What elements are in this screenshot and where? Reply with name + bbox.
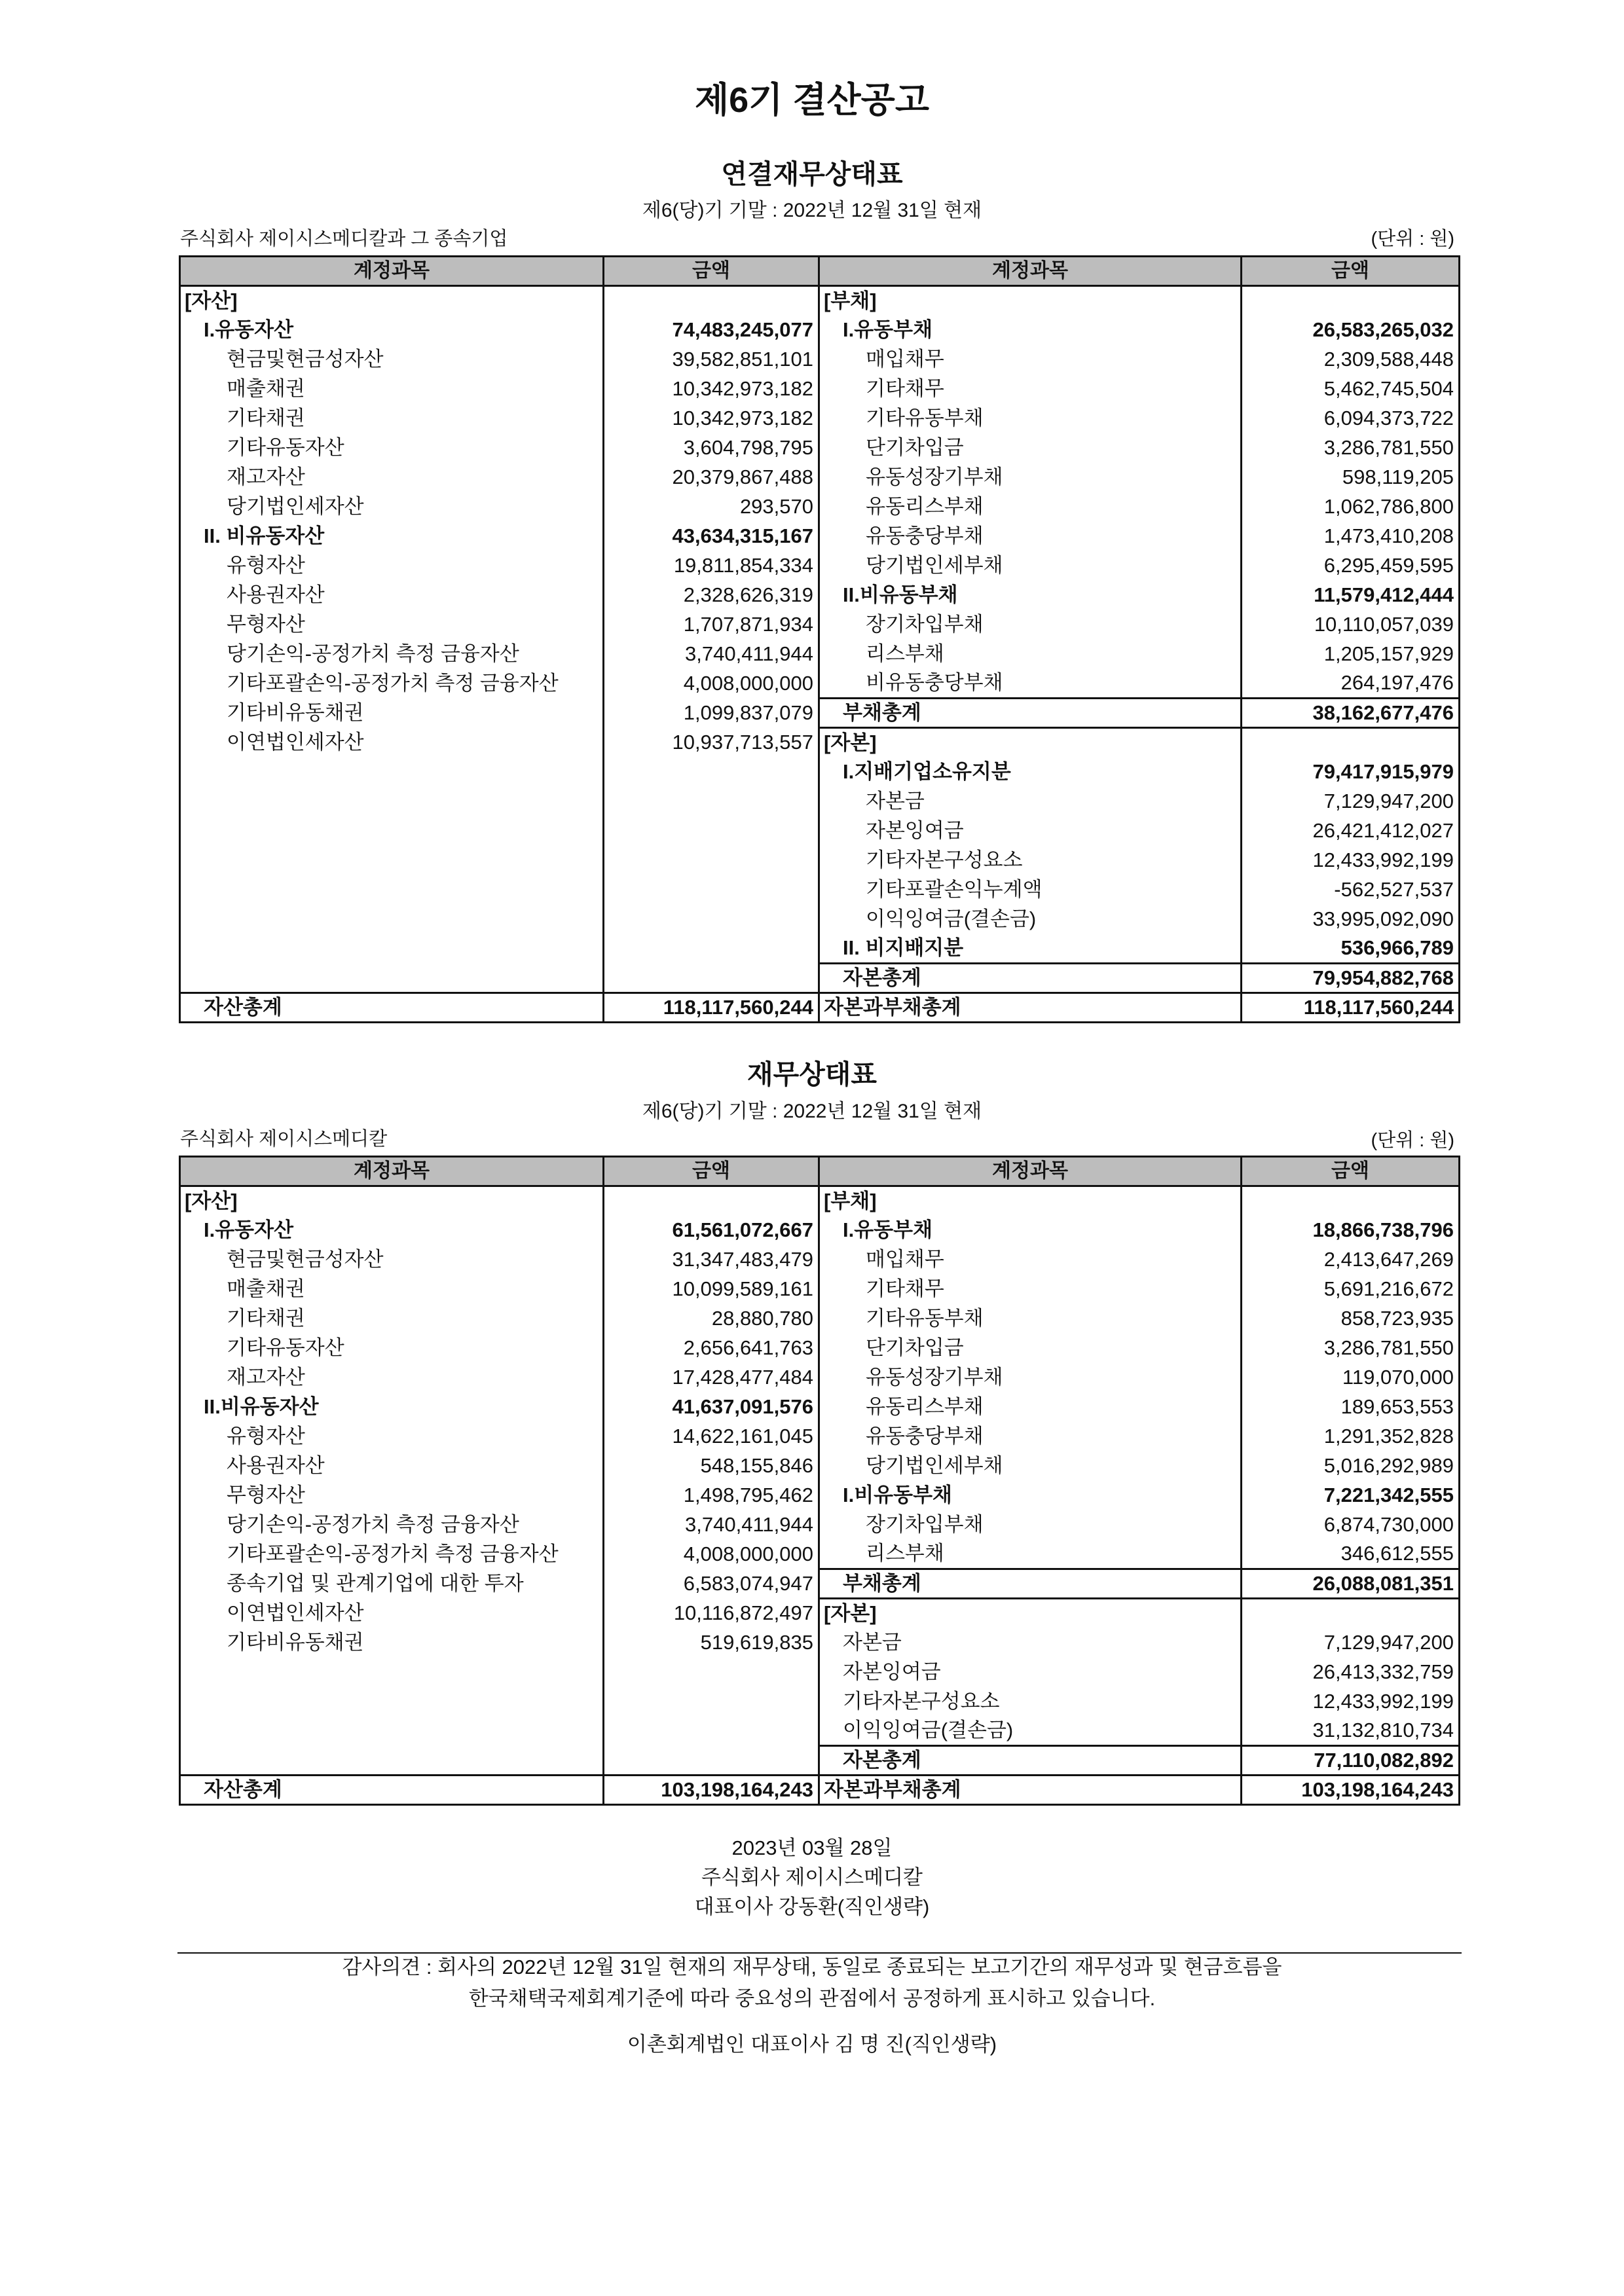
table-row [180, 345, 1460, 374]
empty-cell [604, 286, 819, 316]
asset-amount-value: 1,498,795,462 [604, 1481, 819, 1510]
total-liabilities-equity-label: 자본과부채총계 [819, 1776, 1242, 1805]
asset-amount-value: 10,937,713,557 [604, 728, 819, 757]
statement-title: 재무상태표 [747, 1059, 877, 1089]
table-row [180, 905, 1460, 934]
empty-cell [180, 846, 604, 875]
asset-amount-value: 3,604,798,795 [604, 433, 819, 463]
table-row [180, 1569, 1460, 1599]
asset-account-label: 사용권자산 [180, 1451, 604, 1481]
asset-account-label: 매출채권 [180, 1275, 604, 1304]
liability-equity-account-label: 자본잉여금 [819, 816, 1242, 846]
table-row [180, 1628, 1460, 1658]
liability-equity-account-label: 유동리스부채 [819, 1393, 1242, 1422]
asset-account-label: 기타채권 [180, 1304, 604, 1334]
empty-cell [180, 964, 604, 993]
asset-account-label: II.비유동자산 [180, 1393, 604, 1422]
header-account: 계정과목 [819, 257, 1242, 286]
asset-account-label: 종속기업 및 관계기업에 대한 투자 [180, 1569, 604, 1599]
header-account: 계정과목 [819, 1157, 1242, 1186]
asset-account-label: 무형자산 [180, 610, 604, 640]
asset-amount-value: 1,099,837,079 [604, 699, 819, 728]
table-row [180, 1422, 1460, 1451]
asset-amount-value: 10,342,973,182 [604, 374, 819, 404]
grand-total-row [180, 993, 1460, 1023]
table-row [180, 1275, 1460, 1304]
table-row [180, 699, 1460, 728]
liability-equity-account-label: 기타유동부채 [819, 1304, 1242, 1334]
total-assets-label: 자산총계 [180, 993, 604, 1023]
asset-amount-value: 28,880,780 [604, 1304, 819, 1334]
liability-equity-account-label: 기타포괄손익누계액 [819, 875, 1242, 905]
table-row [180, 492, 1460, 522]
header-amount: 금액 [604, 1157, 819, 1186]
table-row [180, 846, 1460, 875]
empty-cell [1242, 728, 1460, 757]
table-row [180, 1393, 1460, 1422]
liability-equity-amount-value: 1,062,786,800 [1242, 492, 1460, 522]
liability-equity-amount-value: 18,866,738,796 [1242, 1216, 1460, 1245]
liability-equity-account-label: 유동충당부채 [819, 1422, 1242, 1451]
asset-account-label: 기타비유동채권 [180, 699, 604, 728]
liability-equity-account-label: 비유동충당부채 [819, 669, 1242, 699]
empty-cell [1242, 1599, 1460, 1628]
liability-equity-account-label: 자본총계 [819, 964, 1242, 993]
company-name: 주식회사 제이시스메디칼 [180, 1129, 388, 1150]
liability-equity-amount-value: 12,433,992,199 [1242, 1687, 1460, 1717]
table-row [180, 551, 1460, 581]
asset-amount-value: 1,707,871,934 [604, 610, 819, 640]
total-liabilities-equity-amount: 118,117,560,244 [1242, 993, 1460, 1023]
table-row [180, 1245, 1460, 1275]
liability-equity-account-label: 자본잉여금 [819, 1658, 1242, 1687]
balance-sheet-table [179, 255, 1460, 1023]
liability-equity-amount-value: 79,954,882,768 [1242, 964, 1460, 993]
empty-cell [604, 1746, 819, 1776]
empty-cell [180, 905, 604, 934]
asset-account-label: 이연법인세자산 [180, 1599, 604, 1628]
asset-account-label: 사용권자산 [180, 581, 604, 610]
empty-cell [604, 1717, 819, 1746]
liability-equity-amount-value: 31,132,810,734 [1242, 1717, 1460, 1746]
liability-equity-account-label: 기타채무 [819, 374, 1242, 404]
empty-cell [604, 875, 819, 905]
empty-cell [180, 875, 604, 905]
asset-amount-value: 6,583,074,947 [604, 1569, 819, 1599]
liability-equity-amount-value: 12,433,992,199 [1242, 846, 1460, 875]
asset-account-label: 현금및현금성자산 [180, 1245, 604, 1275]
liability-equity-amount-value: 77,110,082,892 [1242, 1746, 1460, 1776]
liability-equity-account-label: 리스부채 [819, 1540, 1242, 1569]
empty-cell [604, 1687, 819, 1717]
asset-account-label: 재고자산 [180, 463, 604, 492]
liability-equity-amount-value: 1,291,352,828 [1242, 1422, 1460, 1451]
liability-equity-account-label: 부채총계 [819, 1569, 1242, 1599]
liability-equity-account-label: 단기차입금 [819, 1334, 1242, 1363]
asset-account-label: [자산] [180, 1186, 604, 1216]
asset-amount-value: 31,347,483,479 [604, 1245, 819, 1275]
liability-equity-account-label: 자본총계 [819, 1746, 1242, 1776]
liability-equity-account-label: 기타유동부채 [819, 404, 1242, 433]
liability-equity-account-label: 이익잉여금(결손금) [819, 905, 1242, 934]
total-assets-label: 자산총계 [180, 1776, 604, 1805]
liability-equity-account-label: I.유동부채 [819, 316, 1242, 345]
company-name: 주식회사 제이시스메디칼과 그 종속기업 [180, 228, 508, 249]
liability-equity-amount-value: 6,094,373,722 [1242, 404, 1460, 433]
liability-equity-account-label: I.지배기업소유지분 [819, 757, 1242, 787]
asset-account-label: 당기손익-공정가치 측정 금융자산 [180, 1510, 604, 1540]
asset-account-label: 기타비유동채권 [180, 1628, 604, 1658]
asset-amount-value: 17,428,477,484 [604, 1363, 819, 1393]
liability-equity-amount-value: 7,129,947,200 [1242, 787, 1460, 816]
audit-opinion-line: 감사의견 : 회사의 2022년 12월 31일 현재의 재무상태, 동일로 종료되는 보고기간의 재무성과 및 현금흐름을 [342, 1956, 1282, 1978]
statement-title: 연결재무상태표 [721, 159, 903, 189]
liability-equity-amount-value: 11,579,412,444 [1242, 581, 1460, 610]
table-row [180, 669, 1460, 699]
table-row [180, 286, 1460, 316]
liability-equity-account-label: 매입채무 [819, 1245, 1242, 1275]
statement-period: 제6(당)기 기말 : 2022년 12월 31일 현재 [642, 1101, 982, 1122]
liability-equity-amount-value: 38,162,677,476 [1242, 699, 1460, 728]
table-row [180, 875, 1460, 905]
liability-equity-amount-value: 189,653,553 [1242, 1393, 1460, 1422]
table-row [180, 1334, 1460, 1363]
empty-cell [180, 787, 604, 816]
liability-equity-amount-value: 536,966,789 [1242, 934, 1460, 964]
header-row [180, 1157, 1460, 1186]
empty-cell [604, 934, 819, 964]
table-row [180, 1216, 1460, 1245]
empty-cell [180, 816, 604, 846]
empty-cell [1242, 286, 1460, 316]
asset-amount-value: 293,570 [604, 492, 819, 522]
table-row [180, 1599, 1460, 1628]
asset-account-label: 기타포괄손익-공정가치 측정 금융자산 [180, 1540, 604, 1569]
liability-equity-amount-value: 6,874,730,000 [1242, 1510, 1460, 1540]
total-assets-amount: 118,117,560,244 [604, 993, 819, 1023]
unit-label: (단위 : 원) [1371, 228, 1454, 249]
liability-equity-amount-value: 3,286,781,550 [1242, 1334, 1460, 1363]
liability-equity-account-label: 장기차입부채 [819, 610, 1242, 640]
empty-cell [1242, 1186, 1460, 1216]
empty-cell [604, 787, 819, 816]
liability-equity-account-label: II.비유동부채 [819, 581, 1242, 610]
liability-equity-account-label: 유동성장기부채 [819, 1363, 1242, 1393]
table-row [180, 581, 1460, 610]
empty-cell [604, 816, 819, 846]
total-assets-amount: 103,198,164,243 [604, 1776, 819, 1805]
audit-opinion-line: 한국채택국제회계기준에 따라 중요성의 관점에서 공정하게 표시하고 있습니다. [468, 1987, 1156, 2010]
balance-sheet-table [179, 1156, 1460, 1806]
liability-equity-account-label: I.유동부채 [819, 1216, 1242, 1245]
asset-account-label: 매출채권 [180, 374, 604, 404]
header-account: 계정과목 [180, 257, 604, 286]
asset-amount-value: 61,561,072,667 [604, 1216, 819, 1245]
asset-account-label: I.유동자산 [180, 1216, 604, 1245]
notice-title: 제6기 결산공고 [694, 81, 930, 120]
empty-cell [604, 1186, 819, 1216]
table-row [180, 757, 1460, 787]
liability-equity-account-label: 장기차입부채 [819, 1510, 1242, 1540]
table-row [180, 1687, 1460, 1717]
liability-equity-account-label: 자본금 [819, 1628, 1242, 1658]
table-row [180, 787, 1460, 816]
liability-equity-amount-value: 264,197,476 [1242, 669, 1460, 699]
liability-equity-amount-value: 598,119,205 [1242, 463, 1460, 492]
asset-account-label: 이연법인세자산 [180, 728, 604, 757]
representative-signature: 대표이사 강동환(직인생략) [694, 1895, 930, 1918]
empty-cell [604, 905, 819, 934]
liability-equity-amount-value: 3,286,781,550 [1242, 433, 1460, 463]
table-row [180, 1717, 1460, 1746]
asset-amount-value: 3,740,411,944 [604, 640, 819, 669]
liability-equity-account-label: 기타자본구성요소 [819, 846, 1242, 875]
table-row [180, 1451, 1460, 1481]
liability-equity-account-label: 기타채무 [819, 1275, 1242, 1304]
liability-equity-account-label: I.비유동부채 [819, 1481, 1242, 1510]
header-account: 계정과목 [180, 1157, 604, 1186]
liability-equity-account-label: 유동충당부채 [819, 522, 1242, 551]
asset-amount-value: 10,342,973,182 [604, 404, 819, 433]
liability-equity-account-label: 기타자본구성요소 [819, 1687, 1242, 1717]
liability-equity-amount-value: 5,691,216,672 [1242, 1275, 1460, 1304]
asset-amount-value: 20,379,867,488 [604, 463, 819, 492]
liability-equity-amount-value: -562,527,537 [1242, 875, 1460, 905]
empty-cell [180, 1717, 604, 1746]
asset-account-label: II. 비유동자산 [180, 522, 604, 551]
statement-period: 제6(당)기 기말 : 2022년 12월 31일 현재 [642, 200, 982, 221]
liability-equity-account-label: [부채] [819, 1186, 1242, 1216]
table-row [180, 610, 1460, 640]
empty-cell [604, 964, 819, 993]
asset-account-label: 기타유동자산 [180, 1334, 604, 1363]
asset-amount-value: 74,483,245,077 [604, 316, 819, 345]
asset-amount-value: 548,155,846 [604, 1451, 819, 1481]
table-row [180, 1658, 1460, 1687]
notice-date: 2023년 03월 28일 [731, 1836, 893, 1859]
liability-equity-account-label: 유동리스부채 [819, 492, 1242, 522]
unit-label: (단위 : 원) [1371, 1130, 1454, 1151]
asset-account-label: 현금및현금성자산 [180, 345, 604, 374]
table-row [180, 316, 1460, 345]
table-row [180, 404, 1460, 433]
asset-amount-value: 2,328,626,319 [604, 581, 819, 610]
liability-equity-account-label: 자본금 [819, 787, 1242, 816]
table-row [180, 816, 1460, 846]
empty-cell [604, 1658, 819, 1687]
liability-equity-amount-value: 79,417,915,979 [1242, 757, 1460, 787]
table-row [180, 640, 1460, 669]
header-amount: 금액 [1242, 1157, 1460, 1186]
liability-equity-amount-value: 5,016,292,989 [1242, 1451, 1460, 1481]
liability-equity-account-label: 당기법인세부채 [819, 1451, 1242, 1481]
grand-total-row [180, 1776, 1460, 1805]
asset-amount-value: 3,740,411,944 [604, 1510, 819, 1540]
asset-account-label: 당기손익-공정가치 측정 금융자산 [180, 640, 604, 669]
asset-account-label: [자산] [180, 286, 604, 316]
asset-account-label: 당기법인세자산 [180, 492, 604, 522]
liability-equity-amount-value: 2,413,647,269 [1242, 1245, 1460, 1275]
liability-equity-account-label: 이익잉여금(결손금) [819, 1717, 1242, 1746]
asset-account-label: 기타채권 [180, 404, 604, 433]
asset-account-label: 무형자산 [180, 1481, 604, 1510]
liability-equity-account-label: 매입채무 [819, 345, 1242, 374]
divider [177, 1952, 1462, 1954]
table-row [180, 463, 1460, 492]
table-row [180, 1363, 1460, 1393]
asset-account-label: 유형자산 [180, 551, 604, 581]
empty-cell [180, 934, 604, 964]
liability-equity-amount-value: 26,421,412,027 [1242, 816, 1460, 846]
total-liabilities-equity-label: 자본과부채총계 [819, 993, 1242, 1023]
liability-equity-account-label: 당기법인세부채 [819, 551, 1242, 581]
liability-equity-account-label: II. 비지배지분 [819, 934, 1242, 964]
asset-amount-value: 4,008,000,000 [604, 1540, 819, 1569]
liability-equity-amount-value: 7,221,342,555 [1242, 1481, 1460, 1510]
asset-amount-value: 2,656,641,763 [604, 1334, 819, 1363]
asset-account-label: 기타유동자산 [180, 433, 604, 463]
total-liabilities-equity-amount: 103,198,164,243 [1242, 1776, 1460, 1805]
company-signature: 주식회사 제이시스메디칼 [701, 1866, 923, 1889]
table-row [180, 374, 1460, 404]
table-row [180, 1510, 1460, 1540]
table-row [180, 1540, 1460, 1569]
empty-cell [180, 1687, 604, 1717]
table-row [180, 934, 1460, 964]
asset-amount-value: 19,811,854,334 [604, 551, 819, 581]
asset-account-label: I.유동자산 [180, 316, 604, 345]
liability-equity-amount-value: 26,088,081,351 [1242, 1569, 1460, 1599]
table-row [180, 1186, 1460, 1216]
asset-amount-value: 10,116,872,497 [604, 1599, 819, 1628]
asset-amount-value: 10,099,589,161 [604, 1275, 819, 1304]
table-row [180, 522, 1460, 551]
asset-amount-value: 41,637,091,576 [604, 1393, 819, 1422]
liability-equity-account-label: 리스부채 [819, 640, 1242, 669]
asset-amount-value: 43,634,315,167 [604, 522, 819, 551]
empty-cell [180, 1658, 604, 1687]
asset-account-label: 기타포괄손익-공정가치 측정 금융자산 [180, 669, 604, 699]
liability-equity-amount-value: 33,995,092,090 [1242, 905, 1460, 934]
liability-equity-account-label: 부채총계 [819, 699, 1242, 728]
asset-account-label: 유형자산 [180, 1422, 604, 1451]
asset-amount-value: 14,622,161,045 [604, 1422, 819, 1451]
empty-cell [180, 757, 604, 787]
liability-equity-amount-value: 26,413,332,759 [1242, 1658, 1460, 1687]
liability-equity-account-label: [자본] [819, 728, 1242, 757]
liability-equity-account-label: 단기차입금 [819, 433, 1242, 463]
asset-amount-value: 519,619,835 [604, 1628, 819, 1658]
empty-cell [604, 757, 819, 787]
empty-cell [604, 846, 819, 875]
header-row [180, 257, 1460, 286]
liability-equity-amount-value: 1,473,410,208 [1242, 522, 1460, 551]
table-row [180, 1746, 1460, 1776]
liability-equity-amount-value: 10,110,057,039 [1242, 610, 1460, 640]
empty-cell [180, 1746, 604, 1776]
liability-equity-amount-value: 6,295,459,595 [1242, 551, 1460, 581]
liability-equity-amount-value: 346,612,555 [1242, 1540, 1460, 1569]
table-row [180, 964, 1460, 993]
auditor-signature: 이촌회계법인 대표이사 김 명 진(직인생략) [627, 2033, 997, 2056]
liability-equity-amount-value: 5,462,745,504 [1242, 374, 1460, 404]
liability-equity-amount-value: 7,129,947,200 [1242, 1628, 1460, 1658]
table-row [180, 728, 1460, 757]
table-row [180, 1481, 1460, 1510]
liability-equity-amount-value: 26,583,265,032 [1242, 316, 1460, 345]
header-amount: 금액 [1242, 257, 1460, 286]
liability-equity-account-label: [부채] [819, 286, 1242, 316]
asset-amount-value: 4,008,000,000 [604, 669, 819, 699]
liability-equity-account-label: [자본] [819, 1599, 1242, 1628]
asset-account-label: 재고자산 [180, 1363, 604, 1393]
asset-amount-value: 39,582,851,101 [604, 345, 819, 374]
liability-equity-amount-value: 1,205,157,929 [1242, 640, 1460, 669]
header-amount: 금액 [604, 257, 819, 286]
table-row [180, 433, 1460, 463]
liability-equity-amount-value: 119,070,000 [1242, 1363, 1460, 1393]
liability-equity-amount-value: 2,309,588,448 [1242, 345, 1460, 374]
liability-equity-account-label: 유동성장기부채 [819, 463, 1242, 492]
table-row [180, 1304, 1460, 1334]
liability-equity-amount-value: 858,723,935 [1242, 1304, 1460, 1334]
